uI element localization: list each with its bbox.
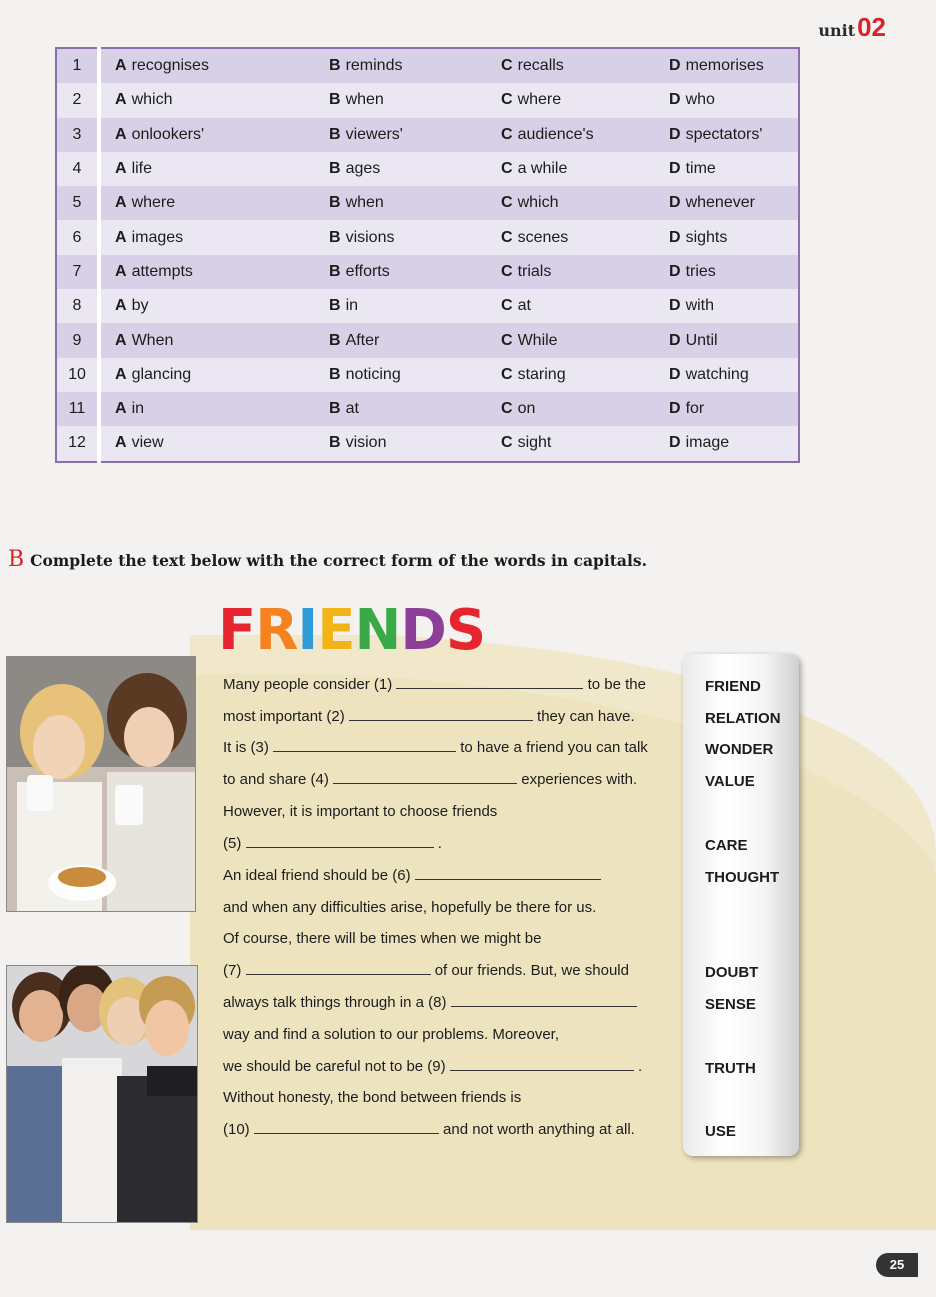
question-number-text: 3 xyxy=(72,125,82,143)
question-row xyxy=(56,323,799,357)
question-number-text: 7 xyxy=(72,262,82,280)
option-letter: C xyxy=(501,228,513,246)
passage-line xyxy=(223,835,442,852)
question-number xyxy=(56,186,99,220)
friends-photo-group xyxy=(6,965,198,1223)
option-letter: A xyxy=(115,434,127,452)
option-text: sights xyxy=(685,228,728,246)
passage-line xyxy=(223,962,629,979)
option-text: reminds xyxy=(345,57,403,75)
options-table-body xyxy=(56,48,799,462)
capital-word: VALUE xyxy=(705,773,755,790)
section-letter: B xyxy=(8,547,25,572)
capital-word: RELATION xyxy=(705,710,781,727)
option-letter: B xyxy=(329,262,341,280)
option-a[interactable] xyxy=(99,392,315,426)
passage-text: and when any difficulties arise, hopefully be there for us. xyxy=(223,899,597,916)
question-row xyxy=(56,118,799,152)
question-row xyxy=(56,83,799,117)
option-letter: A xyxy=(115,262,127,280)
option-text: time xyxy=(685,160,716,178)
option-text: onlookers' xyxy=(131,125,204,143)
option-letter: B xyxy=(329,194,341,212)
option-letter: C xyxy=(501,125,513,143)
question-number-text: 11 xyxy=(68,400,86,418)
capitals-word-bar xyxy=(683,654,799,1156)
gap-1-blank[interactable] xyxy=(396,676,583,689)
option-d[interactable] xyxy=(655,255,799,289)
option-letter: D xyxy=(669,91,681,109)
question-number-text: 1 xyxy=(72,57,82,75)
option-letter: D xyxy=(669,262,681,280)
question-number xyxy=(56,48,99,83)
option-letter: D xyxy=(669,57,681,75)
gap-9-blank[interactable] xyxy=(450,1058,634,1071)
option-letter: D xyxy=(669,365,681,383)
option-letter: B xyxy=(329,434,341,452)
option-letter: D xyxy=(669,331,681,349)
option-letter: C xyxy=(501,194,513,212)
question-row xyxy=(56,289,799,323)
option-letter: D xyxy=(669,297,681,315)
option-c[interactable] xyxy=(487,152,655,186)
passage-line xyxy=(223,1121,635,1138)
option-b[interactable] xyxy=(315,118,487,152)
option-b[interactable] xyxy=(315,289,487,323)
question-number xyxy=(56,83,99,117)
capital-word: DOUBT xyxy=(705,964,759,981)
unit-word: unit xyxy=(818,21,856,40)
option-b[interactable] xyxy=(315,323,487,357)
option-letter: B xyxy=(329,400,341,418)
gap-2-blank[interactable] xyxy=(349,708,533,721)
gap-3-blank[interactable] xyxy=(273,739,456,752)
option-letter: C xyxy=(501,262,513,280)
option-c[interactable] xyxy=(487,392,655,426)
passage-text: (7) xyxy=(223,962,242,979)
gap-4-blank[interactable] xyxy=(333,771,517,784)
question-row xyxy=(56,426,799,461)
instruction-text: Complete the text below with the correct form of the words in capitals. xyxy=(30,551,647,570)
passage-line xyxy=(223,899,596,916)
option-c[interactable] xyxy=(487,289,655,323)
option-letter: D xyxy=(669,125,681,143)
passage-text: However, it is important to choose friends xyxy=(223,803,498,820)
option-c[interactable] xyxy=(487,48,655,83)
capital-word: CARE xyxy=(705,837,748,854)
option-d[interactable] xyxy=(655,323,799,357)
option-text: memorises xyxy=(685,57,764,75)
passage-line xyxy=(223,994,637,1011)
gap-7-blank[interactable] xyxy=(246,962,431,975)
option-a[interactable] xyxy=(99,83,315,117)
option-d[interactable] xyxy=(655,426,799,461)
option-b[interactable] xyxy=(315,83,487,117)
option-b[interactable] xyxy=(315,358,487,392)
question-number-text: 10 xyxy=(68,365,86,383)
option-letter: C xyxy=(501,160,513,178)
option-text: at xyxy=(345,400,359,418)
option-c[interactable] xyxy=(487,426,655,461)
option-text: view xyxy=(131,434,164,452)
option-text: visions xyxy=(345,228,395,246)
question-row xyxy=(56,48,799,83)
passage-text: (10) xyxy=(223,1121,250,1138)
question-number-text: 4 xyxy=(72,160,82,178)
option-letter: A xyxy=(115,125,127,143)
option-d[interactable] xyxy=(655,83,799,117)
option-d[interactable] xyxy=(655,118,799,152)
option-text: in xyxy=(345,297,359,315)
option-text: for xyxy=(685,400,705,418)
option-text: scenes xyxy=(517,228,569,246)
capital-word: FRIEND xyxy=(705,678,761,695)
gap-10-blank[interactable] xyxy=(254,1121,439,1134)
passage-line xyxy=(223,1089,521,1106)
option-c[interactable] xyxy=(487,220,655,254)
option-b[interactable] xyxy=(315,220,487,254)
option-a[interactable] xyxy=(99,118,315,152)
title-letter: I xyxy=(297,598,318,663)
option-letter: A xyxy=(115,194,127,212)
passage-line xyxy=(223,867,601,884)
question-number xyxy=(56,118,99,152)
passage-text: to have a friend you can talk xyxy=(460,739,648,756)
option-c[interactable] xyxy=(487,118,655,152)
question-number-text: 9 xyxy=(72,331,82,349)
passage-text: and not worth anything at all. xyxy=(443,1121,635,1138)
question-row xyxy=(56,392,799,426)
option-text: ages xyxy=(345,160,381,178)
option-a[interactable] xyxy=(99,220,315,254)
option-d[interactable] xyxy=(655,220,799,254)
option-letter: A xyxy=(115,297,127,315)
option-letter: A xyxy=(115,91,127,109)
passage-text: we should be careful not to be (9) xyxy=(223,1058,446,1075)
option-a[interactable] xyxy=(99,186,315,220)
option-letter: C xyxy=(501,400,513,418)
option-letter: C xyxy=(501,57,513,75)
option-letter: C xyxy=(501,91,513,109)
question-number-text: 12 xyxy=(68,434,86,452)
passage-text: Many people consider (1) xyxy=(223,676,393,693)
passage-line xyxy=(223,803,497,820)
option-c[interactable] xyxy=(487,358,655,392)
option-text: in xyxy=(131,400,145,418)
option-d[interactable] xyxy=(655,289,799,323)
option-letter: A xyxy=(115,400,127,418)
passage-line xyxy=(223,771,637,788)
question-number xyxy=(56,289,99,323)
question-number xyxy=(56,220,99,254)
option-text: trials xyxy=(517,262,552,280)
option-letter: B xyxy=(329,228,341,246)
option-c[interactable] xyxy=(487,186,655,220)
passage-text: always talk things through in a (8) xyxy=(223,994,447,1011)
option-text: where xyxy=(131,194,176,212)
option-text: spectators' xyxy=(685,125,763,143)
section-b-instruction xyxy=(8,547,647,572)
question-number xyxy=(56,152,99,186)
gap-8-blank[interactable] xyxy=(451,994,637,1007)
passage-text: . xyxy=(637,1058,643,1075)
option-a[interactable] xyxy=(99,289,315,323)
passage-line xyxy=(223,930,541,947)
option-letter: D xyxy=(669,228,681,246)
option-text: life xyxy=(131,160,153,178)
title-letter: N xyxy=(354,598,401,663)
option-b[interactable] xyxy=(315,186,487,220)
option-c[interactable] xyxy=(487,83,655,117)
option-d[interactable] xyxy=(655,152,799,186)
option-text: audience's xyxy=(517,125,594,143)
gap-5-blank[interactable] xyxy=(246,835,434,848)
option-text: Until xyxy=(685,331,718,349)
option-a[interactable] xyxy=(99,255,315,289)
option-text: After xyxy=(345,331,380,349)
option-text: which xyxy=(517,194,559,212)
passage-text: they can have. xyxy=(537,708,635,725)
option-a[interactable] xyxy=(99,323,315,357)
passage-line xyxy=(223,739,648,756)
option-text: with xyxy=(685,297,715,315)
option-text: watching xyxy=(685,365,749,383)
passage-text: to be the xyxy=(587,676,646,693)
question-row xyxy=(56,220,799,254)
option-letter: A xyxy=(115,331,127,349)
option-c[interactable] xyxy=(487,323,655,357)
option-c[interactable] xyxy=(487,255,655,289)
question-row xyxy=(56,186,799,220)
question-number xyxy=(56,255,99,289)
question-number xyxy=(56,358,99,392)
passage-text: to and share (4) xyxy=(223,771,329,788)
title-letter: S xyxy=(445,598,486,663)
option-a[interactable] xyxy=(99,426,315,461)
option-b[interactable] xyxy=(315,392,487,426)
option-d[interactable] xyxy=(655,392,799,426)
option-d[interactable] xyxy=(655,48,799,83)
question-row xyxy=(56,358,799,392)
passage-line xyxy=(223,1058,642,1075)
passage-text: . xyxy=(437,835,442,852)
gap-6-blank[interactable] xyxy=(415,867,601,880)
option-letter: D xyxy=(669,400,681,418)
passage-text: most important (2) xyxy=(223,708,345,725)
option-letter: B xyxy=(329,57,341,75)
option-text: attempts xyxy=(131,262,193,280)
option-text: sight xyxy=(517,434,552,452)
option-letter: D xyxy=(669,160,681,178)
passage-line xyxy=(223,1026,559,1043)
unit-number: 02 xyxy=(857,12,886,42)
unit-label xyxy=(818,12,886,43)
option-text: staring xyxy=(517,365,566,383)
photo-illustration xyxy=(7,657,195,911)
capital-word: SENSE xyxy=(705,996,756,1013)
passage-text: (5) xyxy=(223,835,242,852)
passage-text: An ideal friend should be (6) xyxy=(223,867,411,884)
passage-text: of our friends. But, we should xyxy=(434,962,629,979)
passage-text: experiences with. xyxy=(521,771,638,788)
passage-text: Without honesty, the bond between friends is xyxy=(223,1089,522,1106)
option-letter: A xyxy=(115,160,127,178)
option-letter: C xyxy=(501,331,513,349)
passage-line xyxy=(223,676,646,693)
option-text: by xyxy=(131,297,149,315)
option-a[interactable] xyxy=(99,152,315,186)
option-letter: C xyxy=(501,434,513,452)
option-text: which xyxy=(131,91,173,109)
option-text: at xyxy=(517,297,531,315)
option-letter: B xyxy=(329,91,341,109)
option-text: glancing xyxy=(131,365,192,383)
option-letter: B xyxy=(329,331,341,349)
option-a[interactable] xyxy=(99,48,315,83)
option-text: where xyxy=(517,91,562,109)
option-text: When xyxy=(131,331,174,349)
option-text: viewers' xyxy=(345,125,403,143)
friends-photo-two-girls xyxy=(6,656,196,912)
option-b[interactable] xyxy=(315,255,487,289)
title-letter: R xyxy=(255,598,298,663)
options-table xyxy=(55,47,800,463)
option-text: on xyxy=(517,400,536,418)
option-text: efforts xyxy=(345,262,390,280)
option-letter: D xyxy=(669,194,681,212)
option-letter: B xyxy=(329,125,341,143)
question-row xyxy=(56,152,799,186)
option-b[interactable] xyxy=(315,48,487,83)
question-number xyxy=(56,426,99,461)
capital-word: USE xyxy=(705,1123,736,1140)
option-letter: B xyxy=(329,365,341,383)
photo-illustration xyxy=(7,966,197,1222)
option-text: images xyxy=(131,228,184,246)
option-text: noticing xyxy=(345,365,401,383)
option-text: who xyxy=(685,91,715,109)
option-d[interactable] xyxy=(655,186,799,220)
option-text: recognises xyxy=(131,57,209,75)
title-letter: F xyxy=(218,598,256,663)
option-text: whenever xyxy=(685,194,755,212)
option-text: a while xyxy=(517,160,568,178)
option-text: image xyxy=(685,434,730,452)
passage-text: It is (3) xyxy=(223,739,269,756)
option-text: recalls xyxy=(517,57,564,75)
question-number xyxy=(56,323,99,357)
option-text: While xyxy=(517,331,558,349)
title-letter: D xyxy=(400,598,446,663)
passage-text: Of course, there will be times when we might be xyxy=(223,930,542,947)
option-letter: C xyxy=(501,365,513,383)
option-d[interactable] xyxy=(655,358,799,392)
question-number-text: 5 xyxy=(72,194,82,212)
question-row xyxy=(56,255,799,289)
option-letter: B xyxy=(329,297,341,315)
option-letter: A xyxy=(115,365,127,383)
option-b[interactable] xyxy=(315,152,487,186)
question-number-text: 2 xyxy=(72,91,82,109)
option-letter: C xyxy=(501,297,513,315)
option-b[interactable] xyxy=(315,426,487,461)
question-number-text: 8 xyxy=(72,297,82,315)
option-letter: A xyxy=(115,57,127,75)
option-text: vision xyxy=(345,434,387,452)
friends-title xyxy=(218,598,485,663)
option-text: tries xyxy=(685,262,716,280)
question-number xyxy=(56,392,99,426)
option-letter: B xyxy=(329,160,341,178)
passage-line xyxy=(223,708,635,725)
passage-text: way and find a solution to our problems. Moreover, xyxy=(223,1026,560,1043)
option-letter: D xyxy=(669,434,681,452)
capital-word: TRUTH xyxy=(705,1060,756,1077)
page-number: 25 xyxy=(876,1253,918,1277)
capital-word: THOUGHT xyxy=(705,869,780,886)
option-text: when xyxy=(345,91,384,109)
option-text: when xyxy=(345,194,384,212)
title-letter: E xyxy=(317,598,355,663)
option-letter: A xyxy=(115,228,127,246)
capital-word: WONDER xyxy=(705,741,774,758)
question-number-text: 6 xyxy=(72,228,82,246)
option-a[interactable] xyxy=(99,358,315,392)
